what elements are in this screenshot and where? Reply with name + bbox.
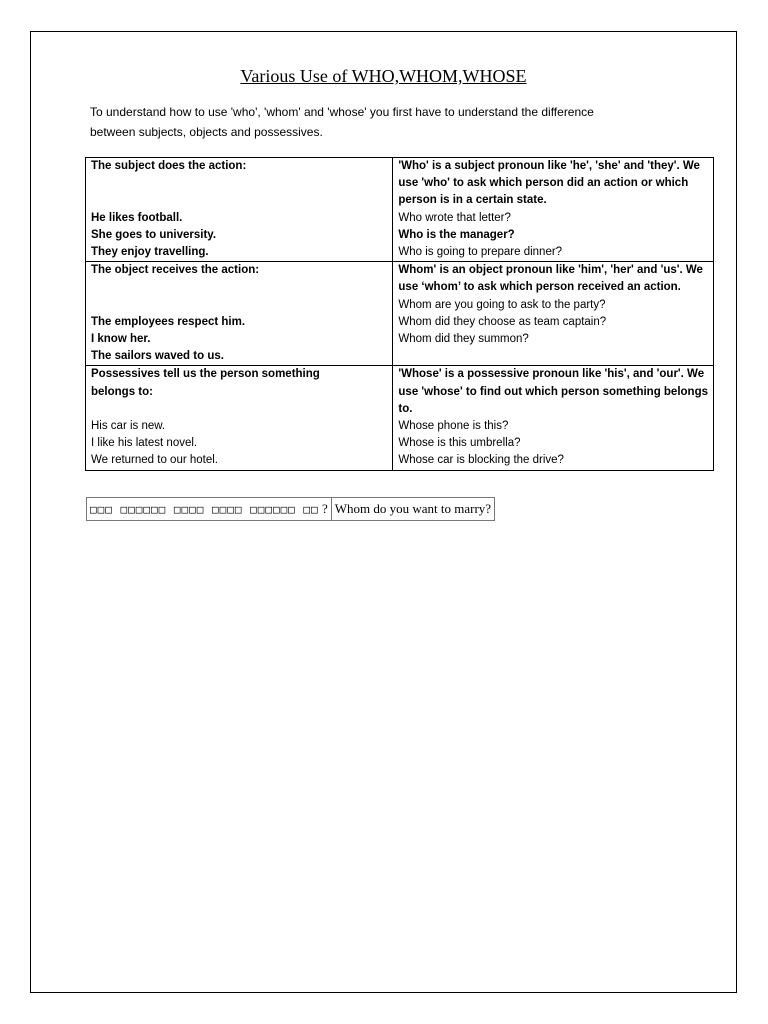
example-question: Who is the manager?	[398, 228, 515, 241]
question-mark: ?	[321, 501, 328, 516]
subject-cell	[86, 158, 393, 262]
intro-line: To understand how to use 'who', 'whom' and 'whose' you first have to understand the difference	[90, 105, 594, 119]
example-sentence: They enjoy travelling.	[91, 245, 209, 258]
explanation-line: to.	[398, 402, 413, 415]
explanation-line: Whom' is an object pronoun like 'him', 'her' and 'us'. We	[398, 264, 703, 277]
possessive-heading: belongs to:	[91, 385, 153, 398]
object-cell	[86, 262, 393, 366]
explanation-line: use ‘whom’ to ask which person received an action.	[398, 281, 681, 294]
possessive-cell	[86, 366, 393, 470]
page-title: Various Use of WHO,WHOM,WHOSE	[240, 66, 527, 86]
example-sentence: His car is new.	[91, 420, 166, 432]
whose-explanation-cell	[393, 366, 714, 470]
pronoun-table	[85, 157, 714, 471]
document-page	[30, 31, 737, 993]
explanation-line: 'Who' is a subject pronoun like 'he', 'she' and 'they'. We	[398, 160, 700, 172]
explanation-line: use 'whose' to find out which person something belongs	[398, 385, 708, 398]
note-english-text: Whom do you want to marry?	[331, 498, 494, 520]
note-foreign-text	[87, 498, 331, 520]
unrendered-glyphs: □□□ □□□□□□ □□□□ □□□□ □□□□□□ □□	[90, 502, 319, 516]
possessive-heading: Possessives tell us the person something	[91, 368, 320, 381]
explanation-line: person is in a certain state.	[398, 194, 547, 207]
example-sentence: The employees respect him.	[91, 315, 246, 328]
who-explanation-cell	[393, 158, 714, 262]
example-question: Who is going to prepare dinner?	[398, 246, 563, 259]
intro-line: between subjects, objects and possessives.	[90, 125, 323, 139]
table-row-possessive	[86, 366, 714, 470]
intro-paragraph	[90, 102, 690, 142]
example-question: Whose phone is this?	[398, 420, 509, 433]
example-sentence: The sailors waved to us.	[91, 350, 224, 363]
example-sentence: I know her.	[91, 333, 151, 345]
example-sentence: We returned to our hotel.	[91, 454, 218, 467]
example-sentence: I like his latest novel.	[91, 437, 198, 450]
example-question: Whom are you going to ask to the party?	[398, 298, 606, 311]
example-question: Who wrote that letter?	[398, 211, 511, 224]
explanation-line: 'Whose' is a possessive pronoun like 'his', and 'our'. We	[398, 368, 705, 381]
example-question: Whom did they choose as team captain?	[398, 315, 607, 328]
example-question: Whose car is blocking the drive?	[398, 454, 564, 467]
table-row-object	[86, 262, 714, 366]
explanation-line: use 'who' to ask which person did an action or which	[398, 177, 689, 190]
table-row-subject	[86, 158, 714, 262]
object-heading: The object receives the action:	[91, 264, 260, 277]
example-note-box	[86, 497, 495, 521]
subject-heading: The subject does the action:	[91, 160, 247, 172]
example-sentence: She goes to university.	[91, 228, 217, 241]
example-question: Whom did they summon?	[398, 333, 529, 346]
example-sentence: He likes football.	[91, 211, 183, 224]
whom-explanation-cell	[393, 262, 714, 366]
example-question: Whose is this umbrella?	[398, 437, 521, 450]
